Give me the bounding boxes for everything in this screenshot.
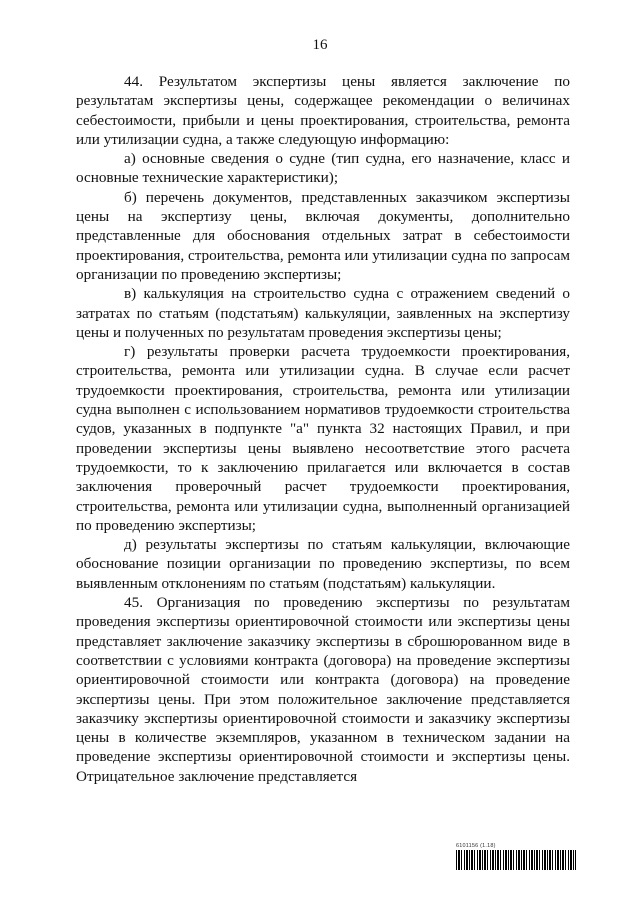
paragraph-44-a: а) основные сведения о судне (тип судна, его назначение, класс и основные технические характеристики);: [76, 150, 570, 187]
paragraph-45: 45. Организация по проведению экспертизы по результатам проведения экспертизы ориентировочной стоимости или экспертизы цены представляет заключение заказчику экспертизы в сброшюрованном виде в соответствии с условиями контракта (договора) на проведение экспертизы ориентировочной стоимости или контракта (договора) на проведение экспертизы цены. При этом положительное заключение представляется заказчику экспертизы ориентировочной стоимости и заказчику экспертизы цены в количестве экземпляров, указанном в техническом задании на проведение экспертизы ориентировочной стоимости и экспертизы цены. Отрицательное заключение представляется: [76, 594, 570, 785]
paragraph-44-d: д) результаты экспертизы по статьям калькуляции, включающие обоснование позиции организации по проведению экспертизы, по всем выявленным отклонениям по статьям (подстатьям) калькуляции.: [76, 536, 570, 592]
paragraph-44: 44. Результатом экспертизы цены является заключение по результатам экспертизы цены, содержащее рекомендации о величинах себестоимости, прибыли и цены проектирования, строительства, ремонта или утилизации судна, а также следующую информацию:: [76, 73, 570, 148]
barcode-label: 6101156 (1.18): [456, 843, 496, 849]
paragraph-44-b: б) перечень документов, представленных заказчиком экспертизы цены на экспертизу цены, включая документы, дополнительно представленные для обоснования отдельных затрат в себестоимости проектирования, строительства, ремонта или утилизации судна по запросам организации по проведению экспертизы;: [76, 188, 570, 283]
page-number: 16: [312, 37, 328, 53]
document-body: [76, 72, 570, 786]
barcode-icon: [456, 850, 576, 870]
paragraph-44-g: г) результаты проверки расчета трудоемкости проектирования, строительства, ремонта или утилизации судна. В случае если расчет трудоемкости проектирования, строительства, ремонта или утилизации судна выполнен с использованием нормативов трудоемкости строительства судов, указанных в подпункте "а" пункта 32 настоящих Правил, и при проведении экспертизы цены выявлено несоответствие этого расчета трудоемкости, то к заключению прилагается или включается в состав заключения проверочный расчет трудоемкости проектирования, строительства, ремонта или утилизации судна, выполненный организацией по проведению экспертизы;: [76, 343, 570, 534]
paragraph-44-v: в) калькуляция на строительство судна с отражением сведений о затратах по статьям (подстатьям) калькуляции, заявленных на экспертизу цены и полученных по результатам проведения экспертизы цены;: [76, 285, 570, 341]
